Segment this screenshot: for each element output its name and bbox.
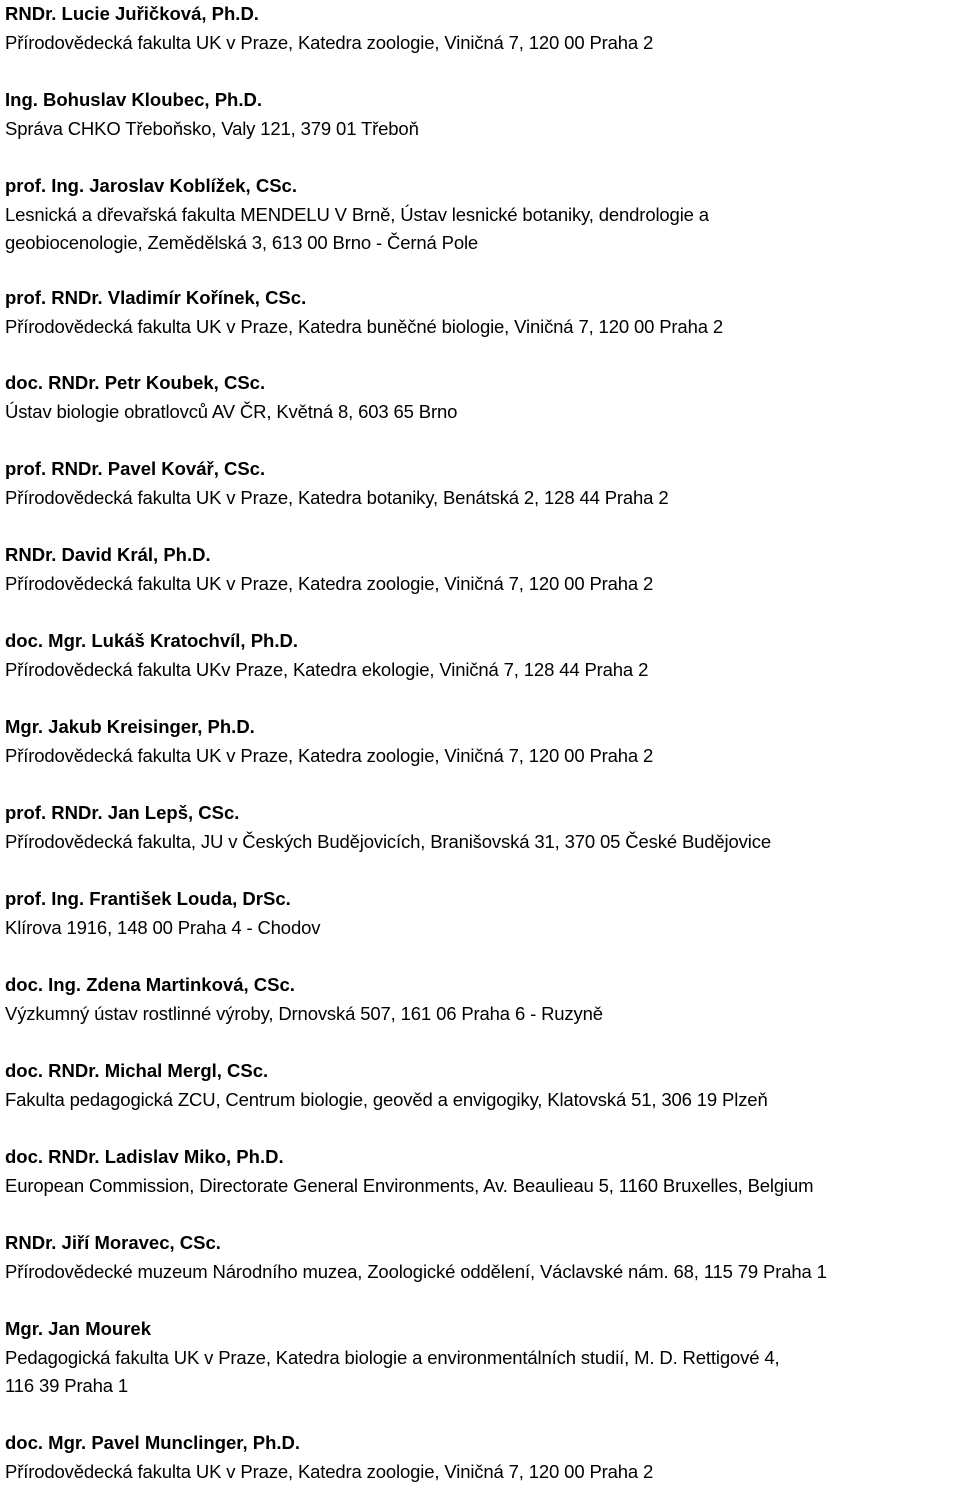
contact-name: RNDr. David Král, Ph.D. [5, 544, 211, 565]
contact-address: 116 39 Praha 1 [5, 1375, 129, 1397]
contact-address: Pedagogická fakulta UK v Praze, Katedra biologie a environmentálních studií, M. D. Rettigové 4, [5, 1346, 780, 1368]
contact-entry [5, 369, 960, 426]
contact-address: Správa CHKO Třeboňsko, Valy 121, 379 01 Třeboň [5, 117, 419, 139]
contact-entry [5, 1315, 960, 1401]
contact-name: prof. RNDr. Pavel Kovář, CSc. [5, 458, 266, 479]
contact-address: Přírodovědecké muzeum Národního muzea, Zoologické oddělení, Václavské nám. 68, 115 79 Praha 1 [5, 1260, 827, 1282]
contact-address: geobiocenologie, Zemědělská 3, 613 00 Brno - Černá Pole [5, 232, 479, 254]
contact-address: Přírodovědecká fakulta UK v Praze, Katedra buněčné biologie, Viničná 7, 120 00 Praha 2 [5, 315, 723, 337]
contact-name: RNDr. Jiří Moravec, CSc. [5, 1232, 221, 1253]
contact-name: Mgr. Jan Mourek [5, 1318, 151, 1339]
contact-entry [5, 713, 960, 770]
contact-name: prof. RNDr. Vladimír Kořínek, CSc. [5, 287, 307, 308]
contact-address: Přírodovědecká fakulta UK v Praze, Katedra zoologie, Viničná 7, 120 00 Praha 2 [5, 744, 654, 766]
contact-name: prof. Ing. František Louda, DrSc. [5, 888, 291, 909]
contact-address: Přírodovědecká fakulta UK v Praze, Katedra zoologie, Viničná 7, 120 00 Praha 2 [5, 31, 654, 53]
contact-address: Přírodovědecká fakulta, JU v Českých Budějovicích, Branišovská 31, 370 05 České Budějovice [5, 830, 771, 852]
contact-address: Klírova 1916, 148 00 Praha 4 - Chodov [5, 916, 321, 938]
contact-entry [5, 1229, 960, 1286]
contact-address: Přírodovědecká fakulta UKv Praze, Katedra ekologie, Viničná 7, 128 44 Praha 2 [5, 658, 649, 680]
contact-name: prof. Ing. Jaroslav Koblížek, CSc. [5, 175, 297, 196]
contact-entry [5, 541, 960, 598]
contact-name: doc. RNDr. Petr Koubek, CSc. [5, 372, 266, 393]
contact-name: RNDr. Lucie Juřičková, Ph.D. [5, 3, 259, 24]
contact-name: Ing. Bohuslav Kloubec, Ph.D. [5, 89, 262, 110]
contact-name: doc. RNDr. Ladislav Miko, Ph.D. [5, 1146, 284, 1167]
contact-name: doc. Ing. Zdena Martinková, CSc. [5, 974, 295, 995]
contact-name: doc. Mgr. Lukáš Kratochvíl, Ph.D. [5, 630, 298, 651]
contact-entry [5, 799, 960, 856]
contact-entry [5, 885, 960, 942]
contact-name: doc. Mgr. Pavel Munclinger, Ph.D. [5, 1432, 301, 1453]
contact-name: prof. RNDr. Jan Lepš, CSc. [5, 802, 240, 823]
contact-address: Fakulta pedagogická ZCU, Centrum biologie, geověd a envigogiky, Klatovská 51, 306 19 Plzeň [5, 1088, 768, 1110]
contact-address: Přírodovědecká fakulta UK v Praze, Katedra zoologie, Viničná 7, 120 00 Praha 2 [5, 572, 654, 594]
contact-entry [5, 627, 960, 684]
contact-address: Přírodovědecká fakulta UK v Praze, Katedra zoologie, Viničná 7, 120 00 Praha 2 [5, 1460, 654, 1482]
contact-name: doc. RNDr. Michal Mergl, CSc. [5, 1060, 269, 1081]
contact-entry [5, 172, 960, 258]
contact-address: Přírodovědecká fakulta UK v Praze, Katedra botaniky, Benátská 2, 128 44 Praha 2 [5, 486, 669, 508]
contact-address: Výzkumný ústav rostlinné výroby, Drnovská 507, 161 06 Praha 6 - Ruzyně [5, 1002, 603, 1024]
contact-address: Lesnická a dřevařská fakulta MENDELU V Brně, Ústav lesnické botaniky, dendrologie a [5, 203, 709, 225]
contact-entry [5, 1429, 960, 1486]
contact-entry [5, 971, 960, 1028]
contact-entry [5, 0, 960, 57]
contact-entry [5, 1057, 960, 1114]
contact-address: European Commission, Directorate General Environments, Av. Beaulieau 5, 1160 Bruxelles, Belgium [5, 1174, 814, 1196]
contact-entry [5, 284, 960, 341]
contact-name: Mgr. Jakub Kreisinger, Ph.D. [5, 716, 255, 737]
contact-entry [5, 86, 960, 143]
contact-address: Ústav biologie obratlovců AV ČR, Květná 8, 603 65 Brno [5, 400, 458, 422]
contact-entry [5, 455, 960, 512]
contact-entry [5, 1143, 960, 1200]
